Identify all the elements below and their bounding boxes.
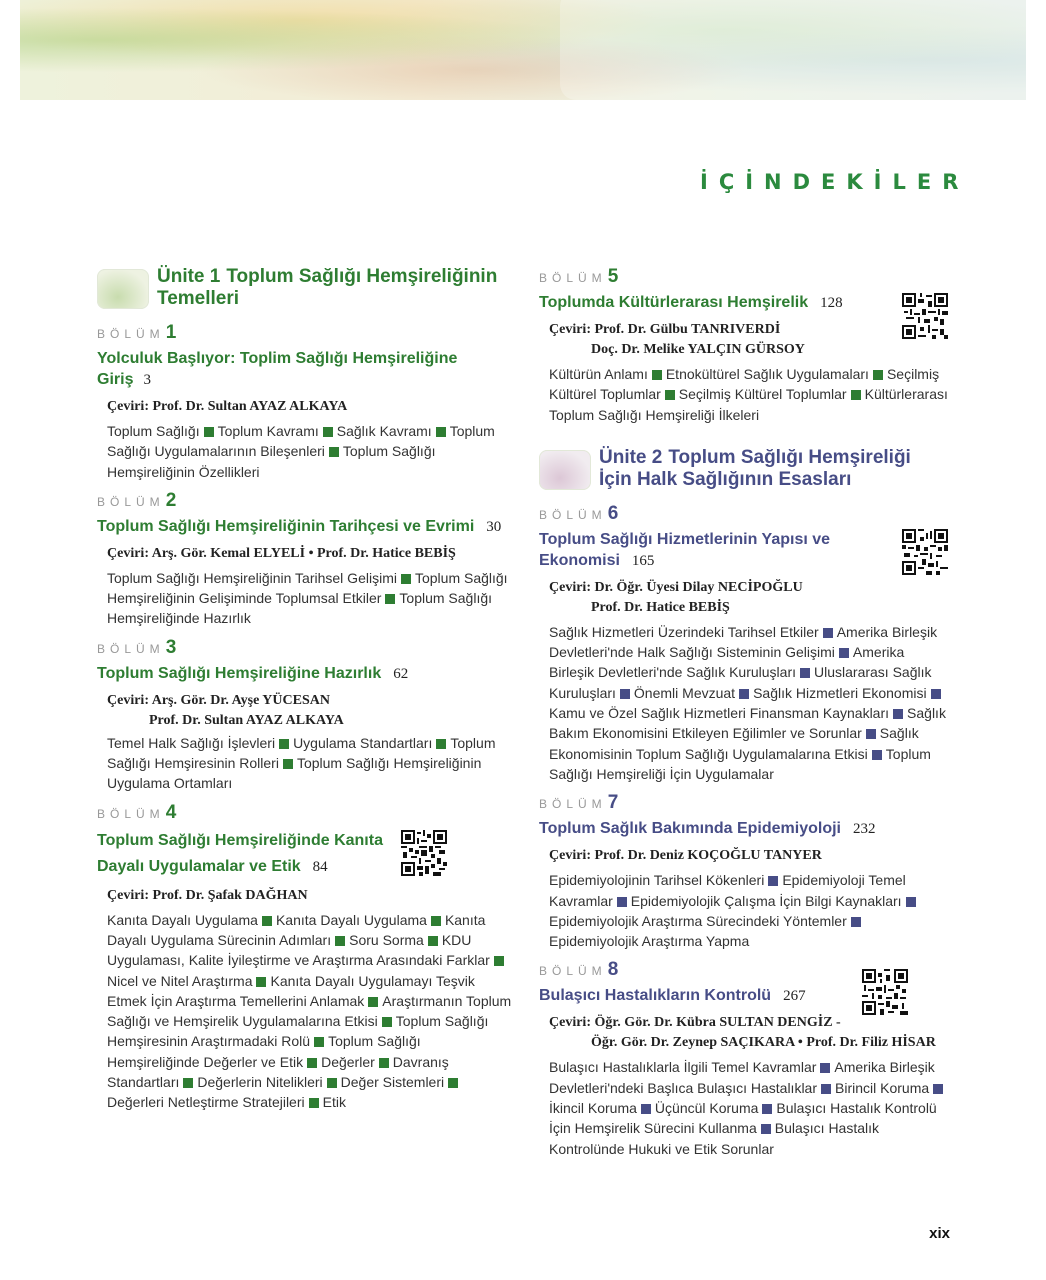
chapter-6 xyxy=(539,503,951,784)
square-bullet-icon xyxy=(379,1058,389,1068)
unit-1-icon xyxy=(97,269,149,309)
chapter-title[interactable]: Yolculuk Başlıyor: Toplim Sağlığı Hemşireliğine Giriş 3 xyxy=(97,350,458,388)
chapter-2 xyxy=(97,490,512,629)
page-number-footer: xix xyxy=(929,1225,950,1242)
square-bullet-icon xyxy=(323,427,333,437)
qr-code-icon[interactable] xyxy=(902,293,948,339)
topic-list: Bulaşıcı Hastalıklarla İlgili Temel Kavramlar Amerika Birleşik Devletleri'ndeki Başlıca Bulaşıcı Hastalıklar Birincil Korumaİkincil Koruma Üçüncül Koruma Bulaşıcı Hastalık Kontrolü İçin Hemşirelik Sürecini Kullanma Bulaşıcı Hastalık Kontrolünde Hukuki ve Etik Sorunlar xyxy=(549,1057,951,1158)
topic-list: Sağlık Hizmetleri Üzerindeki Tarihsel Etkiler Amerika Birleşik Devletleri'nde Halk Sağlığı Sisteminin Gelişimi Amerika Birleşik Devletleri'nde Sağlık Kuruluşları Uluslararası Sağlık Kuruluşları Önemli Mevzuat Sağlık Hizmetleri EkonomisiKamu ve Özel Sağlık Hizmetleri Finansman Kaynakları Sağlık Bakım Ekonomisini Etkileyen Eğilimler ve Sorunlar Sağlık Ekonomisinin Toplum Sağlığı Uygulamalarına Etkisi Toplum Sağlığı Hemşireliği İçin Uygulamalar xyxy=(549,623,946,782)
translator: Çeviri: Dr. Öğr. Üyesi Dilay NECİPOĞLU Prof. Dr. Hatice BEBİŞ xyxy=(549,579,803,615)
chapter-number: 7 xyxy=(607,792,619,814)
page-title: İÇİNDEKİLER xyxy=(700,170,970,194)
page-number: 165 xyxy=(631,552,655,569)
square-bullet-icon xyxy=(335,936,345,946)
unit-1-heading xyxy=(97,266,512,310)
page-number: 267 xyxy=(783,988,806,1005)
translator: Çeviri: Prof. Dr. Deniz KOÇOĞLU TANYER xyxy=(549,848,822,864)
chapter-number: 3 xyxy=(165,636,177,658)
translator: Çeviri: Prof. Dr. Sultan AYAZ ALKAYA xyxy=(107,399,348,414)
square-bullet-icon xyxy=(431,916,441,926)
chapter-3 xyxy=(97,637,512,794)
header-banner xyxy=(20,0,1026,100)
square-bullet-icon xyxy=(436,427,446,437)
square-bullet-icon xyxy=(314,1037,324,1047)
square-bullet-icon xyxy=(385,594,395,604)
square-bullet-icon xyxy=(183,1078,193,1088)
chapter-title[interactable]: Toplumda Kültürlerarası Hemşirelik 128 xyxy=(539,294,843,311)
chapter-label: BÖLÜM xyxy=(539,271,607,285)
square-bullet-icon xyxy=(851,390,861,400)
chapter-label: BÖLÜM xyxy=(539,964,607,979)
square-bullet-icon xyxy=(448,1078,458,1088)
chapter-title[interactable]: Toplum Sağlık Bakımında Epidemiyoloji 232 xyxy=(539,820,876,838)
chapter-label: BÖLÜM xyxy=(539,507,607,522)
square-bullet-icon xyxy=(620,689,630,699)
translator: Çeviri: Prof. Dr. Gülbu TANRIVERDİ Doç. Dr. Melike YALÇIN GÜRSOY xyxy=(549,322,805,357)
chapter-title[interactable]: Toplum Sağlığı Hemşireliğinde Kanıta Dayalı Uygulamalar ve Etik 84 xyxy=(97,831,383,875)
page-number: 30 xyxy=(486,518,502,535)
unit-1-number: Ünite 1 xyxy=(157,266,221,287)
square-bullet-icon xyxy=(665,390,675,400)
topic-list: Temel Halk Sağlığı İşlevleri Uygulama Standartları Toplum Sağlığı Hemşiresinin Rolleri Toplum Sağlığı Hemşireliğinin Uygulama Ortamları xyxy=(107,734,496,792)
square-bullet-icon xyxy=(204,427,214,437)
square-bullet-icon xyxy=(494,956,504,966)
square-bullet-icon xyxy=(893,709,903,719)
square-bullet-icon xyxy=(279,739,289,749)
square-bullet-icon xyxy=(762,1104,772,1114)
topic-list: Toplum Sağlığı Hemşireliğinin Tarihsel Gelişimi Toplum Sağlığı Hemşireliğinin Gelişiminde Toplumsal Etkiler Toplum Sağlığı Hemşireliğinde Hazırlık xyxy=(107,569,508,627)
page-number: 3 xyxy=(143,372,151,388)
chapter-title[interactable]: Toplum Sağlığı Hizmetlerinin Yapısı ve Ekonomisi 165 xyxy=(539,530,831,569)
unit-1-title-line1: Toplum Sağlığı Hemşireliğinin xyxy=(226,266,498,287)
topic-list: Kültürün Anlamı Etnokültürel Sağlık Uygulamaları Seçilmiş Kültürel Toplumlar Seçilmiş Kültürel Toplumlar Kültürlerarası Toplum Sağlığı Hemşireliği İlkeleri xyxy=(549,366,948,423)
square-bullet-icon xyxy=(872,750,882,760)
unit-2-number: Ünite 2 xyxy=(599,446,663,468)
square-bullet-icon xyxy=(800,668,810,678)
square-bullet-icon xyxy=(839,648,849,658)
unit-2-heading xyxy=(539,447,951,491)
square-bullet-icon xyxy=(873,370,883,380)
square-bullet-icon xyxy=(329,447,339,457)
square-bullet-icon xyxy=(866,729,876,739)
left-column xyxy=(97,266,512,1121)
qr-code-icon[interactable] xyxy=(862,969,908,1015)
translator: Çeviri: Arş. Gör. Kemal ELYELİ • Prof. Dr. Hatice BEBİŞ xyxy=(107,545,456,561)
page-number: 232 xyxy=(852,821,876,838)
unit-1-title-line2: Temelleri xyxy=(157,288,240,309)
square-bullet-icon xyxy=(262,916,272,926)
unit-2-title-line2: İçin Halk Sağlığının Esasları xyxy=(599,468,852,490)
square-bullet-icon xyxy=(761,1124,771,1134)
chapter-number: 6 xyxy=(607,502,619,524)
square-bullet-icon xyxy=(931,689,941,699)
chapter-5 xyxy=(539,266,951,425)
square-bullet-icon xyxy=(823,628,833,638)
chapter-label: BÖLÜM xyxy=(97,327,165,341)
square-bullet-icon xyxy=(768,876,778,886)
square-bullet-icon xyxy=(368,997,378,1007)
chapter-title[interactable]: Bulaşıcı Hastalıkların Kontrolü 267 xyxy=(539,987,806,1005)
square-bullet-icon xyxy=(821,1084,831,1094)
page-number: 84 xyxy=(312,858,328,875)
square-bullet-icon xyxy=(327,1078,337,1088)
qr-code-icon[interactable] xyxy=(902,529,948,575)
chapter-8 xyxy=(539,959,951,1158)
topic-list: Toplum Sağlığı Toplum Kavramı Sağlık Kavramı Toplum Sağlığı Uygulamalarının Bileşenleri Toplum Sağlığı Hemşireliğinin Özellikleri xyxy=(107,423,495,480)
chapter-number: 4 xyxy=(165,801,177,823)
square-bullet-icon xyxy=(641,1104,651,1114)
chapter-4 xyxy=(97,802,512,1113)
topic-list: Epidemiyolojinin Tarihsel Kökenleri Epidemiyoloji Temel Kavramlar Epidemiyolojik Çalışma İçin Bilgi KaynaklarıEpidemiyolojik Araştırma Sürecindeki YöntemlerEpidemiyolojik Araştırma Yapma xyxy=(549,870,951,951)
chapter-label: BÖLÜM xyxy=(97,494,165,509)
chapter-label: BÖLÜM xyxy=(97,641,165,656)
square-bullet-icon xyxy=(309,1098,319,1108)
square-bullet-icon xyxy=(428,936,438,946)
chapter-number: 8 xyxy=(607,959,619,981)
translator: Çeviri: Öğr. Gör. Dr. Kübra SULTAN DENGİZ - Öğr. Gör. Dr. Zeynep SAÇIKARA • Prof. Dr. Filiz HİSAR xyxy=(549,1015,936,1051)
square-bullet-icon xyxy=(820,1063,830,1073)
square-bullet-icon xyxy=(739,689,749,699)
chapter-number: 2 xyxy=(165,489,177,511)
unit-2-icon xyxy=(539,450,591,490)
square-bullet-icon xyxy=(401,574,411,584)
unit-2-title-line1: Toplum Sağlığı Hemşireliği xyxy=(668,446,911,468)
chapter-title[interactable]: Toplum Sağlığı Hemşireliğinin Tarihçesi ve Evrimi 30 xyxy=(97,517,502,535)
square-bullet-icon xyxy=(851,917,861,927)
square-bullet-icon xyxy=(617,897,627,907)
square-bullet-icon xyxy=(256,977,266,987)
square-bullet-icon xyxy=(933,1084,943,1094)
square-bullet-icon xyxy=(283,759,293,769)
chapter-label: BÖLÜM xyxy=(97,806,165,821)
square-bullet-icon xyxy=(906,897,916,907)
square-bullet-icon xyxy=(307,1058,317,1068)
chapter-number: 5 xyxy=(607,266,619,287)
right-column xyxy=(539,266,951,1167)
chapter-7 xyxy=(539,792,951,951)
chapter-number: 1 xyxy=(165,322,177,343)
square-bullet-icon xyxy=(436,739,446,749)
square-bullet-icon xyxy=(382,1017,392,1027)
page-number: 128 xyxy=(820,295,843,311)
chapter-label: BÖLÜM xyxy=(539,797,607,812)
translator: Çeviri: Prof. Dr. Şafak DAĞHAN xyxy=(107,887,308,903)
topic-list: Kanıta Dayalı Uygulama Kanıta Dayalı Uygulama Kanıta Dayalı Uygulama Sürecinin Adımları Soru Sorma KDU Uygulaması, Kalite İyileştirme ve Araştırma Arasındaki FarklarNicel ve Nitel Araştırma Kanıta Dayalı Uygulamayı Teşvik Etmek İçin Araştırma Temellerini Anlamak Araştırmanın Toplum Sağlığı ve Hemşirelik Uygulamalarına Etkisi Toplum Sağlığı Hemşiresinin Araştırmadaki Rolü Toplum Sağlığı Hemşireliğinde Değerler ve Etik Değerler Davranış Standartları Değerlerin Nitelikleri Değer SistemleriDeğerleri Netleştirme Stratejileri Etik xyxy=(107,911,512,1111)
chapter-1 xyxy=(97,322,512,482)
qr-code-icon[interactable] xyxy=(401,830,447,876)
chapter-title[interactable]: Toplum Sağlığı Hemşireliğine Hazırlık 62 xyxy=(97,664,409,682)
page-number: 62 xyxy=(393,665,409,682)
square-bullet-icon xyxy=(652,370,662,380)
translator: Çeviri: Arş. Gör. Dr. Ayşe YÜCESAN Prof. Dr. Sultan AYAZ ALKAYA xyxy=(107,692,344,728)
